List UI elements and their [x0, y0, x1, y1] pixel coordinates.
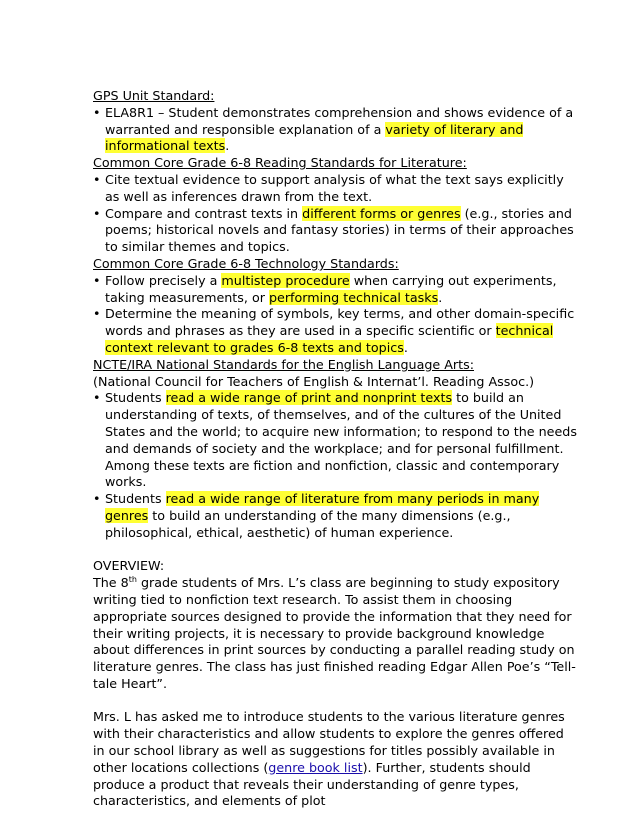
highlight: read a wide range of print and nonprint texts [165, 390, 453, 406]
cc-literature-heading: Common Core Grade 6-8 Reading Standards for Literature: [93, 155, 467, 171]
cc-literature-list [93, 172, 578, 256]
superscript: th [128, 574, 137, 584]
highlight: read a wide range of literature from many periods in many genres [105, 491, 540, 523]
highlight: variety of literary and informational texts [105, 121, 524, 154]
gps-list [93, 105, 578, 155]
overview-paragraph-2: Mrs. L has asked me to introduce students to the various literature genres with their characteristics and allow students to explore the genres offered in our school library as well as suggestions for titles possibly available in other locations collections (genre book list). Further, students should produce a product that reveals their understanding of genre types, characteristics, and elements of plot [93, 709, 565, 809]
overview-heading: OVERVIEW: [93, 558, 165, 574]
list-item: • Determine the meaning of symbols, key terms, and other domain-specific words and phrases as they are used in a specific scientific or technical context relevant to grades 6-8 texts and topics. [105, 306, 578, 356]
ncte-subheading: (National Council for Teachers of English & Internat’l. Reading Assoc.) [93, 373, 535, 389]
ncte-heading: NCTE/IRA National Standards for the English Language Arts: [93, 356, 474, 372]
list-item: • Students read a wide range of literature from many periods in many genres to build an understanding of the many dimensions (e.g., philosophical, ethical, aesthetic) of human experience. [105, 491, 578, 541]
highlight: different forms or genres [302, 205, 461, 221]
list-item: • Cite textual evidence to support analysis of what the text says explicitly as well as inferences drawn from the text. [105, 172, 578, 206]
spacer [93, 693, 578, 710]
cc-technology-list [93, 273, 578, 357]
highlight: performing technical tasks [268, 289, 439, 305]
cc-technology-heading: Common Core Grade 6-8 Technology Standards: [93, 255, 399, 271]
ncte-list [93, 390, 578, 541]
list-item: • Students read a wide range of print and nonprint texts to build an understanding of texts, of themselves, and of the cultures of the United States and the world; to acquire new information; to respond to the needs and demands of society and the workplace; and for personal fulfillment. Among these texts are fiction and nonfiction, classic and contemporary works. [105, 390, 578, 491]
highlight: technical context relevant to grades 6-8 texts and topics [105, 323, 554, 355]
spacer [93, 542, 578, 559]
highlight: multistep procedure [221, 272, 350, 288]
gps-heading: GPS Unit Standard: [93, 88, 215, 103]
genre-book-list-link[interactable]: genre book list [268, 759, 363, 775]
list-item: • ELA8R1 – Student demonstrates comprehension and shows evidence of a warranted and responsible explanation of a variety of literary and informational texts. [105, 105, 578, 155]
list-item: • Compare and contrast texts in different forms or genres (e.g., stories and poems; historical novels and fantasy stories) in terms of their approaches to similar themes and topics. [105, 206, 578, 256]
overview-paragraph-1: The 8th grade students of Mrs. L’s class are beginning to study expository writing tied to nonfiction text research. To assist them in choosing appropriate sources designed to provide the information that they need for their writing projects, it is necessary to provide background knowledge about differences in print sources by conducting a parallel reading study on literature genres. The class has just finished reading Edgar Allen Poe’s “Tell-tale Heart”. [93, 574, 576, 691]
list-item: • Follow precisely a multistep procedure when carrying out experiments, taking measurements, or performing technical tasks. [105, 273, 578, 307]
